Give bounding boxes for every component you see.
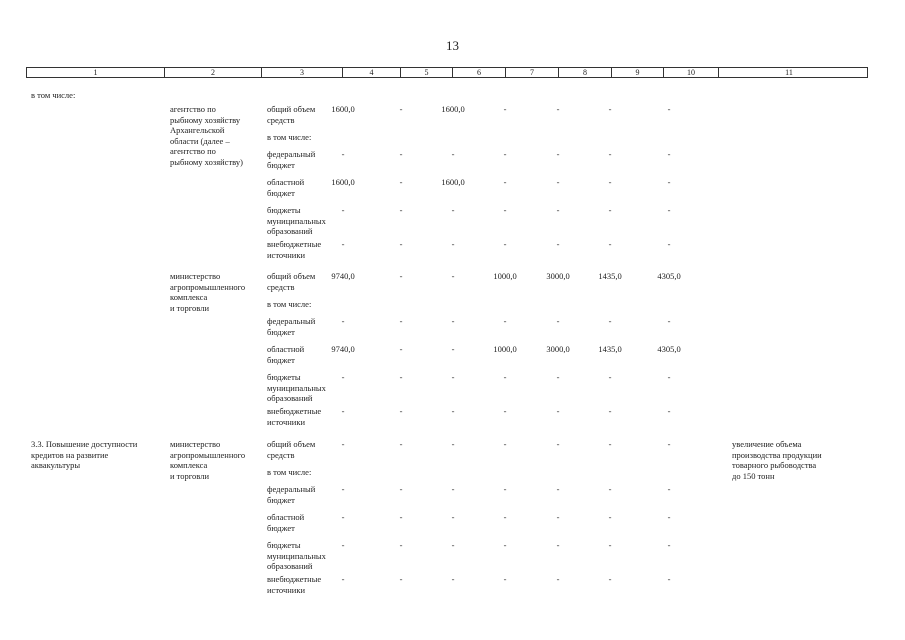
funding-source-label: общий объем средств: [267, 439, 316, 460]
funding-value: -: [503, 239, 507, 249]
funding-value: -: [451, 484, 455, 494]
funding-value: 1435,0: [598, 271, 622, 281]
funding-source-label: областной бюджет: [267, 512, 305, 533]
result-cell: увеличение объема производства продукции товарного рыбоводства до 150 тонн: [732, 439, 822, 481]
funding-value: -: [608, 149, 612, 159]
funding-value: 4305,0: [657, 271, 681, 281]
intro-label: в том числе:: [31, 90, 76, 100]
funding-source-label: бюджеты муниципальных образований: [267, 372, 326, 403]
funding-value: -: [608, 540, 612, 550]
funding-value: -: [341, 149, 345, 159]
funding-value: -: [503, 149, 507, 159]
header-cell-7: 7: [505, 68, 558, 77]
funding-value: -: [399, 177, 403, 187]
funding-value: -: [451, 439, 455, 449]
header-cell-1: 1: [93, 68, 98, 77]
funding-value: -: [556, 512, 560, 522]
funding-value: -: [399, 484, 403, 494]
task-cell: 3.3. Повышение доступности кредитов на развитие аквакультуры: [31, 439, 138, 470]
funding-value: -: [667, 372, 671, 382]
funding-source-label: общий объем средств: [267, 271, 316, 292]
funding-value: -: [341, 372, 345, 382]
funding-value: -: [608, 439, 612, 449]
funding-value: -: [556, 540, 560, 550]
funding-value: -: [451, 149, 455, 159]
funding-value: -: [556, 177, 560, 187]
funding-value: 1435,0: [598, 344, 622, 354]
funding-value: -: [667, 104, 671, 114]
funding-value: -: [451, 344, 455, 354]
funding-value: -: [556, 484, 560, 494]
page-number: 13: [446, 38, 459, 53]
funding-value: -: [608, 239, 612, 249]
funding-value: -: [503, 372, 507, 382]
header-cell-2: 2: [164, 68, 261, 77]
funding-value: 3000,0: [546, 271, 570, 281]
funding-source-label: в том числе:: [267, 132, 312, 142]
funding-value: -: [399, 574, 403, 584]
funding-value: -: [667, 177, 671, 187]
funding-source-label: в том числе:: [267, 467, 312, 477]
funding-value: -: [451, 316, 455, 326]
funding-value: -: [608, 316, 612, 326]
funding-value: -: [503, 484, 507, 494]
funding-value: -: [341, 316, 345, 326]
funding-value: -: [608, 512, 612, 522]
funding-value: -: [503, 104, 507, 114]
funding-value: -: [399, 239, 403, 249]
funding-value: -: [667, 540, 671, 550]
funding-value: -: [451, 271, 455, 281]
funding-value: 4305,0: [657, 344, 681, 354]
funding-value: -: [667, 205, 671, 215]
funding-value: -: [503, 574, 507, 584]
funding-source-label: бюджеты муниципальных образований: [267, 205, 326, 236]
funding-value: -: [667, 484, 671, 494]
funding-value: -: [667, 406, 671, 416]
funding-value: -: [608, 406, 612, 416]
header-cell-5: 5: [400, 68, 452, 77]
funding-source-label: федеральный бюджет: [267, 484, 316, 505]
funding-value: -: [667, 512, 671, 522]
funding-value: -: [399, 439, 403, 449]
funding-value: -: [503, 439, 507, 449]
funding-value: 1000,0: [493, 344, 517, 354]
funding-value: -: [399, 372, 403, 382]
funding-value: 1600,0: [331, 177, 355, 187]
funding-value: -: [399, 271, 403, 281]
funding-value: 3000,0: [546, 344, 570, 354]
funding-value: 1600,0: [441, 177, 465, 187]
funding-value: -: [556, 316, 560, 326]
funding-value: -: [341, 512, 345, 522]
header-cell-9: 9: [611, 68, 663, 77]
funding-value: -: [556, 205, 560, 215]
header-cell-11: 11: [718, 68, 859, 77]
header-cell-3: 3: [261, 68, 342, 77]
funding-source-label: областной бюджет: [267, 344, 305, 365]
funding-value: -: [399, 149, 403, 159]
header-cell-8: 8: [558, 68, 611, 77]
header-cell-4: 4: [342, 68, 400, 77]
funding-value: -: [451, 205, 455, 215]
funding-value: -: [341, 205, 345, 215]
funding-value: -: [503, 406, 507, 416]
executor-cell: министерство агропромышленного комплекса и торговли: [170, 271, 246, 313]
funding-value: -: [556, 439, 560, 449]
funding-value: -: [667, 574, 671, 584]
funding-value: -: [451, 540, 455, 550]
funding-value: -: [556, 104, 560, 114]
funding-source-label: областной бюджет: [267, 177, 305, 198]
funding-value: -: [399, 344, 403, 354]
funding-value: -: [667, 149, 671, 159]
funding-value: -: [667, 316, 671, 326]
funding-value: -: [503, 177, 507, 187]
funding-source-label: в том числе:: [267, 299, 312, 309]
funding-value: -: [341, 540, 345, 550]
funding-value: 9740,0: [331, 271, 355, 281]
executor-cell: министерство агропромышленного комплекса и торговли: [170, 439, 246, 481]
funding-value: -: [399, 104, 403, 114]
funding-value: -: [556, 406, 560, 416]
funding-value: -: [667, 239, 671, 249]
funding-value: -: [608, 177, 612, 187]
funding-value: -: [608, 372, 612, 382]
table-header-row: [26, 67, 868, 78]
funding-value: 1600,0: [331, 104, 355, 114]
funding-value: -: [503, 512, 507, 522]
funding-value: -: [556, 372, 560, 382]
header-cell-10: 10: [663, 68, 718, 77]
funding-value: -: [503, 316, 507, 326]
funding-value: -: [451, 239, 455, 249]
funding-value: 1000,0: [493, 271, 517, 281]
header-cell-6: 6: [452, 68, 505, 77]
funding-value: -: [451, 512, 455, 522]
funding-value: -: [399, 512, 403, 522]
funding-source-label: бюджеты муниципальных образований: [267, 540, 326, 571]
executor-cell: агентство по рыбному хозяйству Архангельской области (далее – агентство по рыбному хозяйству): [170, 104, 243, 167]
funding-value: -: [503, 540, 507, 550]
funding-value: -: [556, 149, 560, 159]
funding-value: -: [451, 574, 455, 584]
funding-value: 9740,0: [331, 344, 355, 354]
funding-source-label: федеральный бюджет: [267, 149, 316, 170]
funding-value: -: [399, 205, 403, 215]
funding-value: -: [399, 316, 403, 326]
funding-value: -: [556, 574, 560, 584]
funding-value: -: [341, 239, 345, 249]
funding-value: -: [341, 406, 345, 416]
funding-value: -: [341, 439, 345, 449]
funding-value: -: [608, 104, 612, 114]
funding-value: -: [503, 205, 507, 215]
funding-value: -: [451, 372, 455, 382]
funding-value: -: [399, 540, 403, 550]
funding-source-label: общий объем средств: [267, 104, 316, 125]
funding-value: -: [608, 484, 612, 494]
funding-value: -: [341, 574, 345, 584]
funding-source-label: внебюджетные источники: [267, 574, 322, 595]
funding-value: -: [608, 205, 612, 215]
funding-value: -: [451, 406, 455, 416]
funding-value: -: [556, 239, 560, 249]
funding-source-label: внебюджетные источники: [267, 406, 322, 427]
funding-value: 1600,0: [441, 104, 465, 114]
funding-source-label: внебюджетные источники: [267, 239, 322, 260]
funding-value: -: [667, 439, 671, 449]
funding-value: -: [341, 484, 345, 494]
funding-value: -: [608, 574, 612, 584]
funding-source-label: федеральный бюджет: [267, 316, 316, 337]
funding-value: -: [399, 406, 403, 416]
